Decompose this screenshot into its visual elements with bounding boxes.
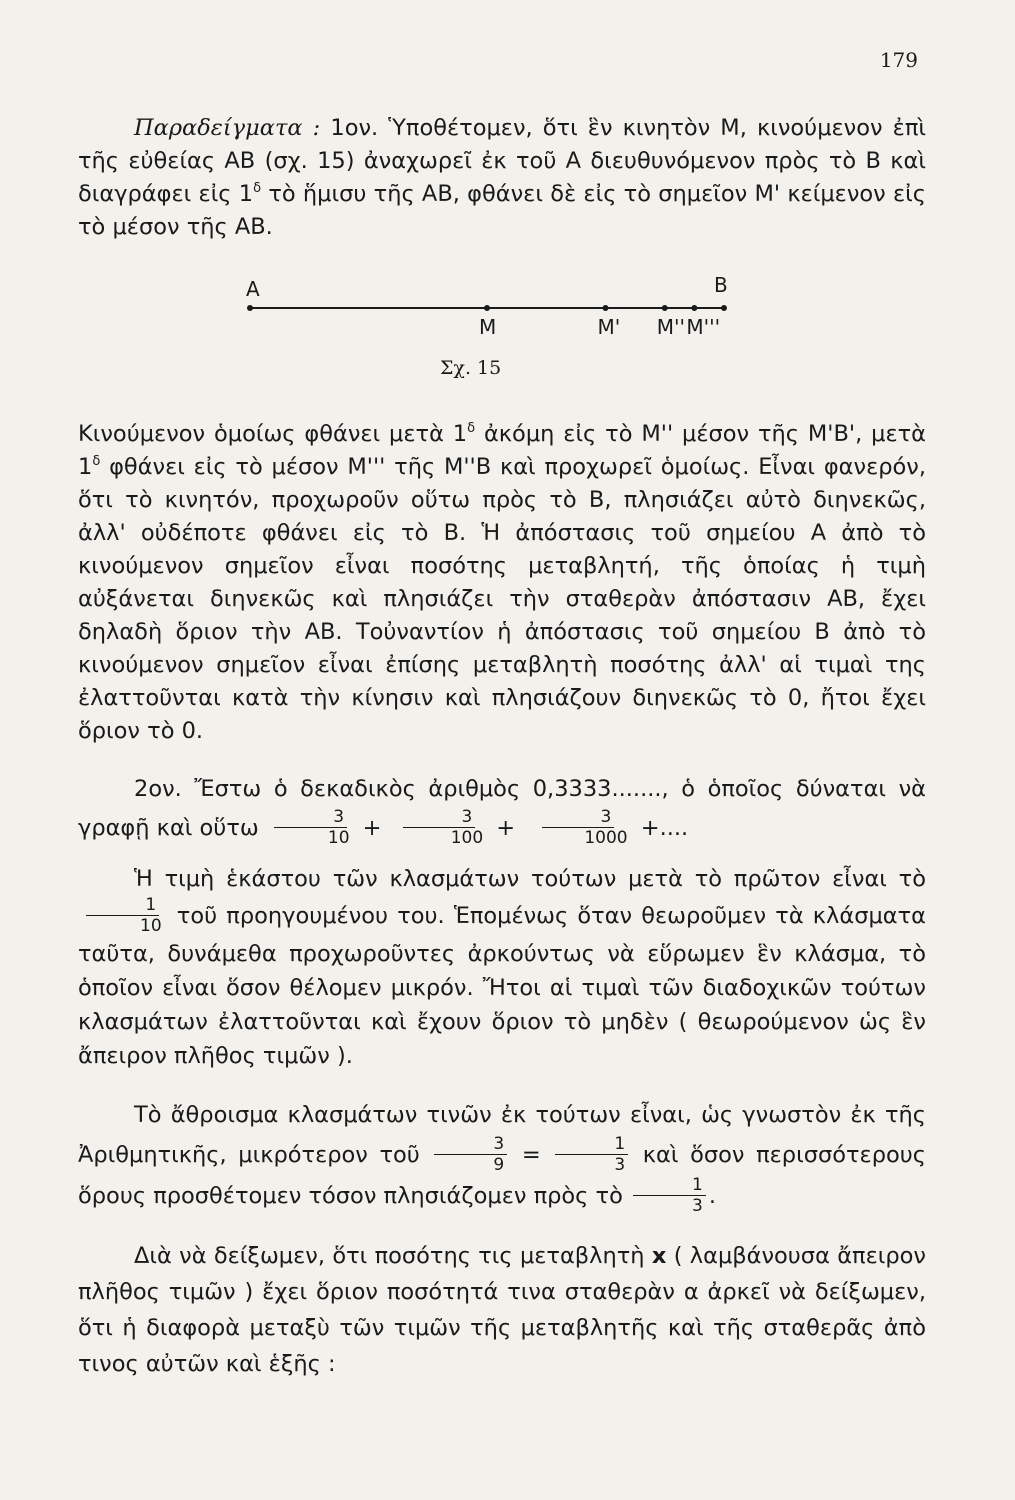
para5-b: καὶ ὅσον περισσότερους ὅρους προσθέτομεν τόσον πλησιάζομεν πρὸς τὸ (78, 1142, 926, 1209)
paragraph-decimal: 2ον. Ἔστω ὁ δεκαδικὸς ἀριθμὸς 0,3333......., ὁ ὁποῖος δύναται νὰ γραφῇ καὶ οὕτω $\frac{3}{10}$ + $\frac{3}{100}$ + $\frac{3}{1000}$ +.... (78, 776, 926, 848)
point-m-double-prime-mark (662, 305, 668, 311)
fraction-1-3-limit: $\frac{1}{3}$ (633, 1175, 706, 1216)
point-a-mark (247, 305, 253, 311)
point-b-mark (721, 305, 727, 311)
paragraph-motion (78, 418, 926, 748)
para2-c: φθάνει εἰς τὸ μέσον Μ''' τῆς Μ''Β καὶ προχωρεῖ ὁμοίως. Εἶναι φανερόν, ὅτι τὸ κινητόν, προχωροῦν οὕτω πρὸς τὸ Β, πλησιάζει αὐτὸ διηνεκῶς, ἀλλ' οὐδέποτε φθάνει εἰς τὸ Β. Ἡ ἀπόστασις τοῦ σημείου Α ἀπὸ τὸ κινούμενον σημεῖον εἶναι ποσότης μεταβλητή, τῆς ὁποίας ἡ τιμὴ αὐξάνεται διηνεκῶς καὶ πλησιάζει τὴν σταθερὰν ἀπόστασιν ΑΒ, ἔχει δηλαδὴ ὅριον τὴν ΑΒ. Τοὐναντίον ἡ ἀπόστασις τοῦ σημείου Β ἀπὸ τὸ κινούμενον σημεῖον εἶναι ἐπίσης μεταβλητὴ ποσότης ἀλλ' αἱ τιμαὶ της ἐλαττοῦνται κατὰ τὴν κίνησιν καὶ πλησιάζουν διηνεκῶς τὸ 0, ἤτοι ἔχει ὅριον τὸ 0. (78, 454, 926, 744)
fraction-1-10: $\frac{1}{10}$ (81, 895, 165, 936)
point-m-prime-mark (603, 305, 609, 311)
examples-label: Παραδείγματα : (134, 115, 321, 141)
para1-text: 1ον. Ὑποθέτομεν, ὅτι ἓν κινητὸν Μ, κινούμενον ἐπὶ τῆς εὐθείας ΑΒ (σχ. 15) ἀναχωρεῖ ἐκ τοῦ Α διευθυνόμενον πρὸς τὸ Β καὶ διαγράφει εἰς 1 (78, 115, 926, 207)
para3-a: 2ον. Ἔστω ὁ δεκαδικὸς ἀριθμὸς 0,3333......., ὁ ὁποῖος δύναται νὰ γραφῇ καὶ οὕτω (78, 776, 926, 841)
paragraph-fractions-limit (78, 862, 926, 1073)
paragraph-examples-intro (78, 112, 926, 244)
paragraph-sum: Τὸ ἄθροισμα κλασμάτων τινῶν ἐκ τούτων εἶναι, ὡς γνωστὸν ἐκ τῆς Ἀριθμητικῆς, μικρότερον τοῦ $\frac{3}{9}$ = $\frac{1}{3}$ καὶ ὅσον περισσότερους ὅρους προσθέτομεν τόσον πλησιάζομεν πρὸς τὸ $\frac{1}{3}$ . (78, 1102, 926, 1216)
fraction-3-100: $\frac{3}{100}$ (392, 807, 486, 848)
point-m-mark (484, 305, 490, 311)
label-a: Α (246, 277, 260, 301)
label-m-double-prime: Μ'' (656, 315, 686, 339)
para6-b: ( λαμβάνουσα ἄπειρον πλῆθος τιμῶν ) ἔχει ὅριον ποσότητά τινα σταθερὰν α ἀρκεῖ νὰ δείξωμεν, ὅτι ἡ διαφορὰ μεταξὺ τῶν τιμῶν τῆς μεταβλητῆς καὶ τῆς σταθερᾶς ἀπὸ τινος αὐτῶν καὶ ἑξῆς : (78, 1243, 926, 1377)
para6-a: Διὰ νὰ δείξωμεν, ὅτι ποσότης τις μεταβλητὴ (134, 1243, 652, 1269)
fraction-1-3: $\frac{1}{3}$ (555, 1134, 628, 1175)
fraction-3-10: $\frac{3}{10}$ (269, 807, 353, 848)
paragraph-limit-definition (78, 1238, 926, 1382)
figure-15 (240, 270, 740, 400)
para2-b: ἀκόμη εἰς τὸ Μ'' μέσον τῆς Μ'Β', μετὰ 1 (78, 421, 926, 480)
para2-a: Κινούμενον ὁμοίως φθάνει μετὰ 1 (78, 421, 468, 447)
line-segment-diagram (240, 270, 740, 340)
para4-b: τοῦ προηγουμένου του. Ἑπομένως ὅταν θεωροῦμεν τὰ κλάσματα ταῦτα, δυνάμεθα προχωροῦντες ἀρκούντως νὰ εὕρωμεν ἓν κλάσμα, τὸ ὁποῖον εἶναι ὅσον θέλομεν μικρόν. Ἤτοι αἱ τιμαὶ τῶν διαδοχικῶν τούτων κλασμάτων ἐλαττοῦνται καὶ ἔχουν ὅριον τὸ μηδὲν ( θεωρούμενον ὡς ἓν ἄπειρον πλῆθος τιμῶν ). (78, 903, 926, 1069)
label-b: Β (714, 273, 728, 297)
para2-sup2: δ (92, 454, 101, 469)
para1-sup: δ (253, 181, 262, 196)
page-number: 179 (879, 48, 918, 72)
para1-text-end: τὸ ἥμισυ τῆς ΑΒ, φθάνει δὲ εἰς τὸ σημεῖον Μ' κείμενον εἰς τὸ μέσον τῆς ΑΒ. (78, 181, 926, 240)
point-m-triple-prime-mark (691, 305, 697, 311)
label-m-triple-prime: Μ''' (686, 315, 721, 339)
para2-sup1: δ (467, 421, 476, 436)
variable-x: x (651, 1243, 667, 1269)
fraction-3-1000: $\frac{3}{1000}$ (525, 807, 630, 848)
label-m: Μ (479, 315, 497, 339)
figure-caption: Σχ. 15 (440, 357, 502, 379)
label-m-prime: Μ' (597, 315, 621, 339)
para4-a: Ἡ τιμὴ ἑκάστου τῶν κλασμάτων τούτων μετὰ τὸ πρῶτον εἶναι τὸ (134, 866, 926, 892)
fraction-3-9: $\frac{3}{9}$ (434, 1134, 507, 1175)
para5-a: Τὸ ἄθροισμα κλασμάτων τινῶν ἐκ τούτων εἶναι, ὡς γνωστὸν ἐκ τῆς Ἀριθμητικῆς, μικρότερον τοῦ (78, 1102, 926, 1168)
